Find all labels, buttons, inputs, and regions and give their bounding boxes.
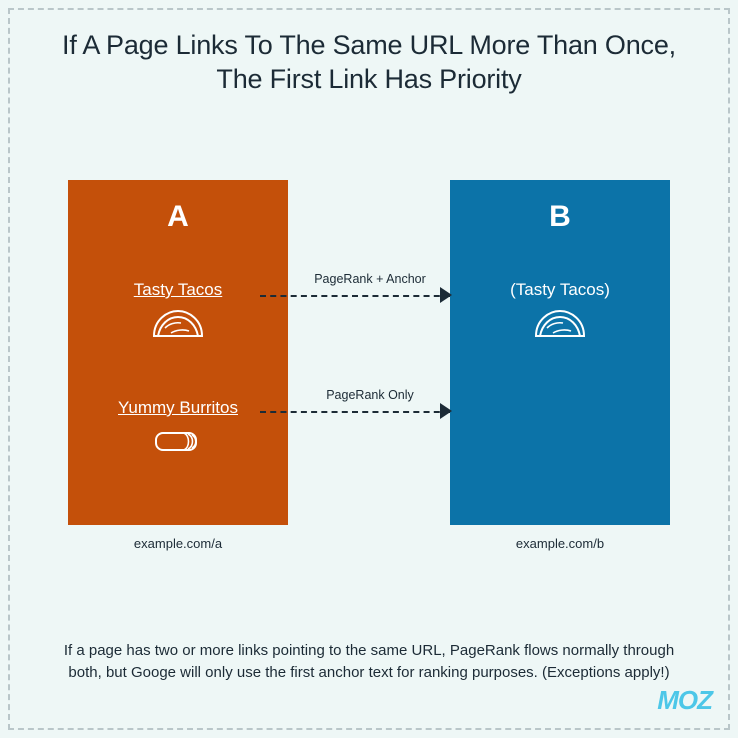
moz-logo: MOZ xyxy=(657,685,712,715)
arrow-head-icon xyxy=(440,287,452,303)
arrow-second-link xyxy=(260,411,450,412)
taco-icon xyxy=(450,308,670,345)
caption-example-a: example.com/a xyxy=(133,536,223,551)
box-b-anchor-text: (Tasty Tacos) xyxy=(510,280,610,299)
box-a-letter: A xyxy=(167,200,189,233)
page-box-b xyxy=(450,180,670,525)
link-yummy-burritos[interactable]: Yummy Burritos xyxy=(118,398,238,417)
footnote-text: If a page has two or more links pointing to the same URL, PageRank flows normally through both, but Googe will only use the first anchor text for ranking purposes. (Exceptions apply!) xyxy=(63,642,675,681)
arrow-line xyxy=(260,295,450,297)
arrow-line xyxy=(260,411,450,413)
link-tasty-tacos[interactable]: Tasty Tacos xyxy=(133,280,223,299)
box-b-letter: B xyxy=(549,200,571,233)
arrow-label-pagerank-anchor: PageRank + Anchor xyxy=(314,272,426,286)
arrow-label-pagerank-only: PageRank Only xyxy=(326,388,414,402)
page-box-a xyxy=(68,180,288,525)
arrow-first-link xyxy=(260,295,450,296)
arrow-head-icon xyxy=(440,403,452,419)
burrito-icon xyxy=(68,426,288,461)
taco-icon xyxy=(68,308,288,345)
caption-example-b: example.com/b xyxy=(515,536,605,551)
page-title: If A Page Links To The Same URL More Than Once, The First Link Has Priority xyxy=(62,30,676,94)
